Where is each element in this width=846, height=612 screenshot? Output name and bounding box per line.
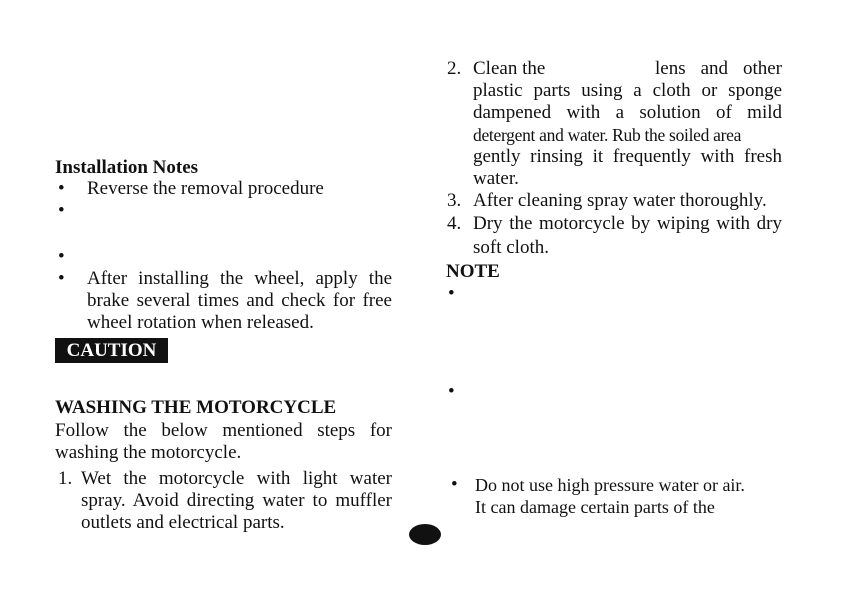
bullet-icon: •: [58, 178, 65, 199]
bullet-icon: •: [451, 474, 458, 495]
note-heading: NOTE: [446, 261, 500, 282]
step-2-line6: water.: [473, 168, 519, 189]
bullet-icon: •: [58, 268, 65, 289]
bullet-icon: •: [58, 246, 65, 267]
washing-intro-line1: Follow the below mentioned steps for: [55, 420, 392, 441]
washing-intro-line2: washing the motorcycle.: [55, 442, 242, 463]
step-4-number: 4.: [447, 213, 462, 234]
step-2-line5: gently rinsing it frequently with fresh: [473, 146, 782, 167]
installation-note-1: Reverse the removal procedure: [87, 178, 324, 199]
bullet-icon: •: [58, 200, 65, 221]
bullet-icon: •: [448, 283, 455, 304]
caution-label: CAUTION: [55, 338, 168, 363]
installation-note-4-line1: After installing the wheel, apply the: [87, 268, 392, 289]
step-1-line3: outlets and electrical parts.: [81, 512, 285, 533]
step-1-line2: spray. Avoid directing water to muffler: [81, 490, 392, 511]
step-2-number: 2.: [447, 58, 462, 79]
step-1-number: 1.: [58, 468, 73, 489]
step-2-line4: detergent and water. Rub the soiled area: [473, 125, 742, 145]
installation-note-4-line3: wheel rotation when released.: [87, 312, 314, 333]
step-4-line1: Dry the motorcycle by wiping with dry: [473, 213, 782, 234]
note-3-line2: It can damage certain parts of the: [475, 497, 715, 517]
page-number-badge: [409, 524, 441, 545]
step-2-line3: dampened with a solution of mild: [473, 102, 782, 123]
bullet-icon: •: [448, 381, 455, 402]
washing-heading: WASHING THE MOTORCYCLE: [55, 397, 337, 418]
installation-note-4-line2: brake several times and check for free: [87, 290, 392, 311]
note-3-line1: Do not use high pressure water or air.: [475, 475, 745, 495]
step-2-line2: plastic parts using a cloth or sponge: [473, 80, 782, 101]
step-3-text: After cleaning spray water thoroughly.: [473, 190, 767, 211]
step-2-line1-b: lens and other: [655, 58, 782, 79]
step-2-line1-a: Clean the: [473, 58, 546, 79]
step-1-line1: Wet the motorcycle with light water: [81, 468, 392, 489]
step-4-line2: soft cloth.: [473, 237, 549, 258]
step-3-number: 3.: [447, 190, 462, 211]
installation-notes-heading: Installation Notes: [55, 157, 199, 178]
